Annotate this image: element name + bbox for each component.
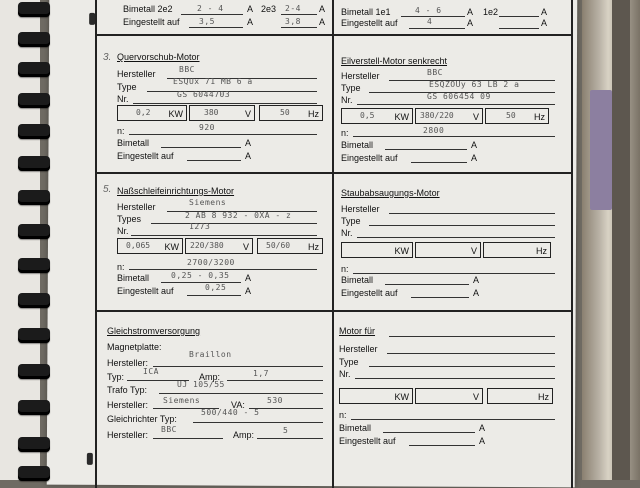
hersteller-2-label: Hersteller: <box>107 400 149 410</box>
fill-line <box>409 28 465 29</box>
voltage-field[interactable] <box>185 238 253 254</box>
fill-line <box>133 103 317 104</box>
fill-line <box>357 237 555 238</box>
fill-line <box>227 380 323 381</box>
hersteller-value: BBC <box>179 65 195 74</box>
gleichrichter-typ-label: Gleichrichter Typ: <box>107 414 177 424</box>
voltage-field[interactable] <box>415 108 483 124</box>
n-label: n: <box>341 264 349 274</box>
section-title: Gleichstromversorgung <box>107 326 201 336</box>
typ-label: Typ: <box>107 372 125 382</box>
eingestellt-label: Eingestellt auf <box>117 151 174 161</box>
kw-unit: KW <box>168 109 183 119</box>
motor-data-form <box>95 0 573 488</box>
hersteller-value: BBC <box>427 68 443 77</box>
bimetall-value: 0,25 - 0,35 <box>171 271 230 280</box>
voltage-unit: V <box>472 392 479 402</box>
nr-label: Nr. <box>341 228 353 238</box>
hz-field[interactable] <box>483 242 551 258</box>
unit-a: A <box>473 275 480 285</box>
bimetall-label: Bimetall <box>339 423 372 433</box>
fill-line <box>385 284 469 285</box>
fill-line <box>187 160 241 161</box>
unit-a: A <box>245 138 252 148</box>
fill-line <box>161 147 241 148</box>
n-value: 2700/3200 <box>187 258 235 267</box>
binding-ring <box>18 328 50 343</box>
fill-line <box>369 225 555 226</box>
hersteller-label: Hersteller <box>339 344 378 354</box>
spiral-binding <box>18 0 68 480</box>
kw-field[interactable] <box>117 238 183 254</box>
type-value: 2 AB 8 932 - 0XA - z <box>185 211 292 220</box>
magnetplatte-label: Magnetplatte: <box>107 342 162 352</box>
fill-line <box>389 336 555 337</box>
hersteller-label: Hersteller <box>117 202 156 212</box>
hz-unit: Hz <box>308 109 319 119</box>
fill-line <box>147 91 317 92</box>
va-label: VA: <box>231 400 245 410</box>
va-value: 530 <box>267 396 283 405</box>
hz-unit: Hz <box>538 392 549 402</box>
unit-a: A <box>467 18 474 28</box>
fill-line <box>499 28 539 29</box>
voltage-value: 380 <box>204 108 219 117</box>
kw-value: 0,5 <box>360 111 375 120</box>
unit-a: A <box>471 140 478 150</box>
fill-line <box>409 445 475 446</box>
binding-ring <box>18 400 50 415</box>
n-label: n: <box>117 126 125 136</box>
unit-a: A <box>247 17 254 27</box>
gleichrichter-typ-value: 500/440 - 5 <box>201 408 260 417</box>
row-divider <box>97 310 571 312</box>
unit-a: A <box>245 286 252 296</box>
voltage-value: 380/220 <box>420 111 454 120</box>
binding-ring <box>18 437 50 452</box>
hz-field[interactable] <box>259 105 323 121</box>
type-label: Types <box>117 214 142 224</box>
kw-field[interactable] <box>341 108 413 124</box>
unit-a: A <box>245 151 252 161</box>
amp-value: 1,7 <box>253 369 269 378</box>
hersteller-label: Hersteller <box>117 69 156 79</box>
bimetall-label: Bimetall <box>117 273 150 283</box>
fill-line <box>351 419 555 420</box>
section-number: 3. <box>103 52 112 63</box>
binding-ring <box>18 293 50 308</box>
hz-unit: Hz <box>534 112 545 122</box>
type-label: Type <box>341 216 361 226</box>
eingestellt-label: Eingestellt auf <box>341 18 398 28</box>
fill-line <box>411 162 467 163</box>
background-right <box>582 0 640 480</box>
fill-line <box>181 14 243 15</box>
voltage-unit: V <box>244 109 251 119</box>
amp-2-label: Amp: <box>233 430 255 440</box>
kw-field[interactable] <box>117 105 187 121</box>
trafo-typ-label: Trafo Typ: <box>107 385 148 395</box>
kw-unit: KW <box>394 392 409 402</box>
fill-line <box>187 295 241 296</box>
n-value: 2800 <box>423 126 445 135</box>
fill-line <box>369 366 555 367</box>
unit-a: A <box>319 4 326 14</box>
eingestellt-label: Eingestellt auf <box>117 286 174 296</box>
hersteller-label: Hersteller <box>341 71 380 81</box>
fill-line <box>153 438 223 439</box>
binding-ring <box>18 156 50 171</box>
type-value: ESQZOUy 63 LB 2 a <box>429 80 520 89</box>
index-tab <box>590 90 612 210</box>
fill-line <box>387 353 555 354</box>
kw-field[interactable] <box>341 242 413 258</box>
hersteller-label: Hersteller <box>341 204 380 214</box>
eingestellt-label: Eingestellt auf <box>341 153 398 163</box>
eingestellt-value: 0,25 <box>205 283 227 292</box>
nr-value: GS 6044703 <box>177 90 231 99</box>
section-title: Eilverstell-Motor senkrecht <box>341 56 448 66</box>
voltage-field[interactable] <box>189 105 255 121</box>
binder-edge <box>612 0 630 480</box>
type-label: Type <box>341 83 361 93</box>
fill-line <box>129 134 317 135</box>
bimetall-label: Bimetall <box>341 140 374 150</box>
row-divider <box>97 172 571 174</box>
fill-line <box>161 282 241 283</box>
nr-label: Nr. <box>339 369 351 379</box>
unit-a: A <box>541 7 548 17</box>
hz-value: 50/60 <box>266 241 291 250</box>
eingestellt-label: Eingestellt auf <box>339 436 396 446</box>
kw-value: 0,2 <box>136 108 151 117</box>
hersteller-2-value: Siemens <box>163 396 201 405</box>
voltage-value: 220/380 <box>190 241 224 250</box>
bimetall-label: Bimetall <box>341 275 374 285</box>
bimetall-label: Bimetall <box>117 138 150 148</box>
section-title: Motor für <box>339 326 376 336</box>
eingestellt-value: 3,5 <box>199 17 215 26</box>
binding-ring <box>18 190 50 205</box>
hz-value: 50 <box>506 111 516 120</box>
punch-hole <box>87 453 93 465</box>
hz-unit: Hz <box>308 242 319 252</box>
unit-a: A <box>319 17 326 27</box>
voltage-unit: V <box>472 112 479 122</box>
n-label: n: <box>117 262 125 272</box>
hz-field[interactable] <box>487 388 553 404</box>
amp-label: Amp: <box>199 372 221 382</box>
bimetall-1e1-label: Bimetall 1e1 <box>341 7 391 17</box>
bimetall-2e2-label: Bimetall 2e2 <box>123 4 173 14</box>
unit-a: A <box>479 423 486 433</box>
kw-field[interactable] <box>339 388 413 404</box>
nr-label: Nr. <box>117 226 129 236</box>
section-title: Naßschleifeinrichtungs-Motor <box>117 186 235 196</box>
eingestellt-value: 4 <box>427 17 433 26</box>
kw-unit: KW <box>164 242 179 252</box>
fill-line <box>401 16 465 17</box>
fill-line <box>129 269 317 270</box>
binding-ring <box>18 62 50 77</box>
nr-value: 1273 <box>189 222 211 231</box>
fill-line <box>499 16 539 17</box>
unit-a: A <box>245 273 252 283</box>
unit-a: A <box>479 436 486 446</box>
kw-value: 0,065 <box>126 241 151 250</box>
type-label: Type <box>117 82 137 92</box>
bimetall-1e2-label: 1e2 <box>483 7 499 17</box>
binding-ring <box>18 258 50 273</box>
binding-ring <box>18 32 50 47</box>
unit-a: A <box>247 4 254 14</box>
unit-a: A <box>467 7 474 17</box>
typ-value: ICA <box>143 367 159 376</box>
fill-line <box>385 149 467 150</box>
fill-line <box>131 235 317 236</box>
section-title: Staubabsaugungs-Motor <box>341 188 440 198</box>
hersteller-3-label: Hersteller: <box>107 430 149 440</box>
n-value: 920 <box>199 123 215 132</box>
hz-value: 50 <box>280 108 290 117</box>
fill-line <box>353 273 555 274</box>
voltage-unit: V <box>470 246 477 256</box>
unit-a: A <box>473 288 480 298</box>
kw-unit: KW <box>394 246 409 256</box>
type-label: Type <box>339 357 359 367</box>
fill-line <box>357 104 555 105</box>
hz-unit: Hz <box>536 246 547 256</box>
hz-field[interactable] <box>485 108 549 124</box>
unit-a: A <box>471 153 478 163</box>
bimetall-2e3-label: 2e3 <box>261 4 277 14</box>
fill-line <box>353 136 555 137</box>
hz-field[interactable] <box>257 238 323 254</box>
fill-line <box>411 297 469 298</box>
row-divider <box>97 34 571 36</box>
nr-label: Nr. <box>117 94 129 104</box>
voltage-unit: V <box>242 242 249 252</box>
eingestellt-value-2: 3,8 <box>285 17 301 26</box>
voltage-field[interactable] <box>415 388 483 404</box>
fill-line <box>153 366 323 367</box>
n-label: n: <box>341 128 349 138</box>
column-divider <box>332 0 334 488</box>
fill-line <box>249 408 323 409</box>
bimetall-2e3-value: 2-4 <box>285 4 301 13</box>
amp-2-value: 5 <box>283 426 289 435</box>
binding-ring <box>18 2 50 17</box>
kw-unit: KW <box>394 112 409 122</box>
binding-ring <box>18 224 50 239</box>
binding-ring <box>18 364 50 379</box>
nr-label: Nr. <box>341 95 353 105</box>
fill-line <box>383 432 475 433</box>
fill-line <box>189 27 243 28</box>
fill-line <box>281 27 317 28</box>
fill-line <box>355 378 555 379</box>
hersteller-value: Braillon <box>189 350 232 359</box>
fill-line <box>193 422 323 423</box>
bimetall-1e1-value: 4 - 6 <box>415 6 442 15</box>
fill-line <box>389 213 555 214</box>
eingestellt-label: Eingestellt auf <box>123 17 180 27</box>
fill-line <box>281 14 317 15</box>
voltage-field[interactable] <box>415 242 481 258</box>
bimetall-2e2-value: 2 - 4 <box>197 4 224 13</box>
section-title: Quervorschub-Motor <box>117 52 200 62</box>
fill-line <box>151 223 317 224</box>
binding-ring <box>18 93 50 108</box>
hersteller-3-value: BBC <box>161 425 177 434</box>
binding-ring <box>18 466 50 481</box>
eingestellt-label: Eingestellt auf <box>341 288 398 298</box>
nr-value: GS 606454 09 <box>427 92 491 101</box>
unit-a: A <box>541 18 548 28</box>
fill-line <box>257 438 323 439</box>
fill-line <box>159 393 323 394</box>
n-label: n: <box>339 410 347 420</box>
type-value: ESQUx 71 MB 6 a <box>173 77 253 86</box>
hersteller-label: Hersteller: <box>107 358 149 368</box>
binding-ring <box>18 124 50 139</box>
trafo-typ-value: UJ 105/55 <box>177 380 225 389</box>
section-number: 5. <box>103 184 112 195</box>
hersteller-value: Siemens <box>189 198 227 207</box>
